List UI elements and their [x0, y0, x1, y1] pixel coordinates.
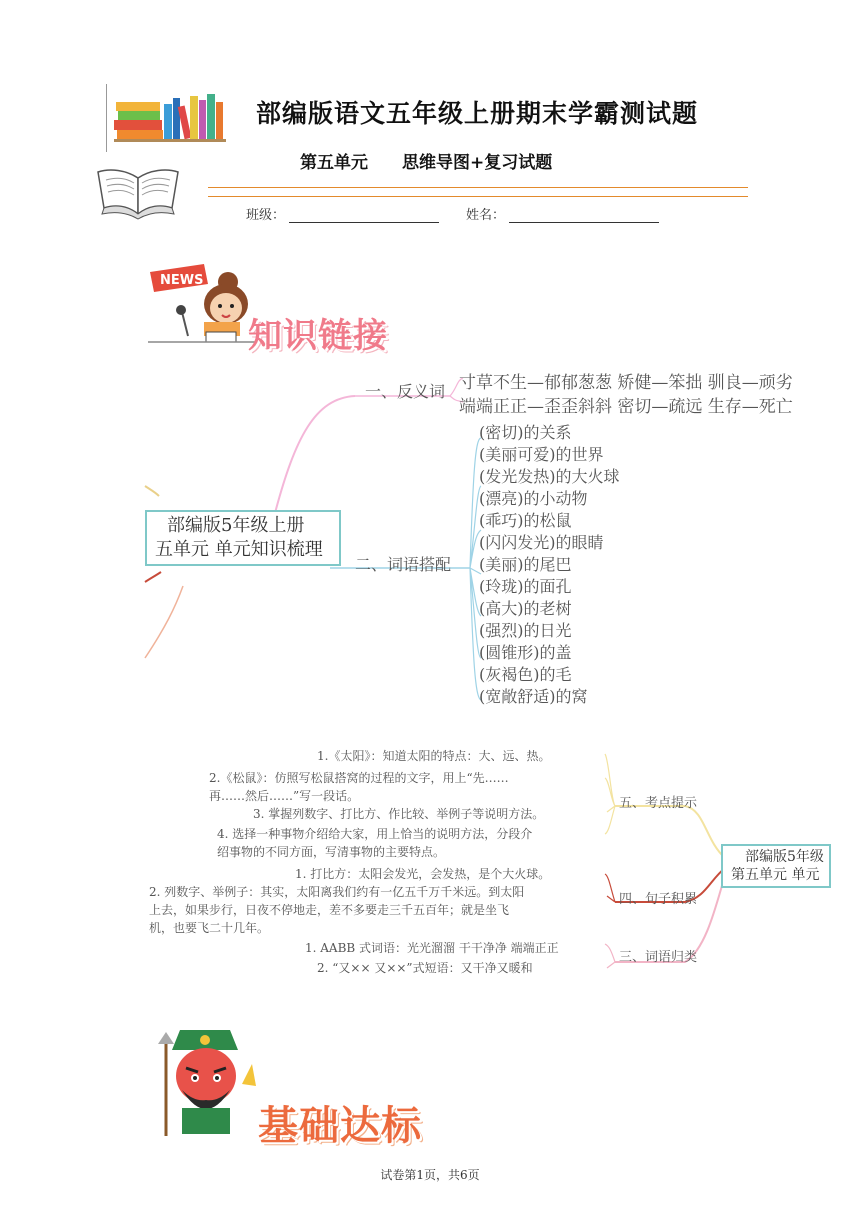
collocation-item: (强烈)的日光	[479, 621, 572, 640]
page-subtitle: 第五单元 思维导图+复习试题	[300, 153, 553, 173]
section-title-basics: 基础达标	[258, 1103, 422, 1149]
mindmap-2-center-line2: 第五单元 单元	[731, 867, 820, 883]
point-2b: 再……然后……”写一段话。	[209, 789, 360, 803]
header-rule-top	[208, 187, 748, 188]
collocation-item: (圆锥形)的盖	[479, 643, 572, 662]
collocation-item: (美丽可爱)的世界	[479, 445, 604, 464]
mindmap-1-center-line1: 部编版5年级上册	[167, 515, 305, 536]
collocation-item: (美丽)的尾巴	[479, 555, 572, 574]
collocation-item: (乖巧)的松鼠	[479, 511, 572, 530]
branch-exam-points: 五、考点提示	[619, 796, 698, 811]
mindmap-1-center-line2: 五单元 单元知识梳理	[155, 539, 323, 560]
sentence-2b: 上去，如果步行，日夜不停地走，差不多要走三千五百年；就是坐飞	[149, 903, 510, 917]
sentence-1: 1. 打比方：太阳会发光，会发热，是个大火球。	[295, 867, 551, 881]
news-badge-text: NEWS	[160, 273, 204, 288]
class-blank[interactable]	[289, 208, 439, 223]
point-1: 1.《太阳》：知道太阳的特点：大、远、热。	[317, 749, 551, 763]
word-type-2: 2. “又×× 又××”式短语：又干净又暖和	[317, 961, 533, 975]
page-footer: 试卷第1页，共6页	[380, 1168, 480, 1182]
section-title-knowledge: 知识链接	[248, 316, 388, 356]
name-blank[interactable]	[509, 208, 659, 223]
point-4b: 绍事物的不同方面，写清事物的主要特点。	[217, 845, 446, 859]
mindmap-2-center	[721, 844, 831, 888]
branch-word-types: 三、词语归类	[619, 950, 698, 965]
news-girl-illustration	[148, 262, 258, 344]
collocation-item: (高大)的老树	[479, 599, 572, 618]
antonym-line-1: 寸草不生—郁郁葱葱 矫健—笨拙 驯良—顽劣	[459, 373, 793, 393]
mindmap-1	[145, 358, 825, 718]
bookshelf-icon	[114, 88, 226, 142]
mindmap-2-center-line1: 部编版5年级	[745, 849, 824, 865]
branch-collocations: 二、词语搭配	[355, 555, 452, 574]
point-3: 3. 掌握列数字、打比方、作比较、举例子等说明方法。	[253, 807, 545, 821]
collocation-item: (发光发热)的大火球	[479, 467, 620, 486]
collocation-item: (灰褐色)的毛	[479, 665, 572, 684]
general-character-illustration	[152, 1024, 260, 1140]
class-label: 班级：	[246, 208, 286, 223]
point-2a: 2.《松鼠》：仿照写松鼠搭窝的过程的文字，用上“先……	[209, 771, 509, 785]
header-divider	[106, 84, 107, 152]
collocation-item: (漂亮)的小动物	[479, 489, 588, 508]
name-label: 姓名：	[466, 208, 506, 223]
collocation-item: (闪闪发光)的眼睛	[479, 533, 604, 552]
sentence-2c: 机，也要飞二十几年。	[149, 921, 270, 935]
word-type-1: 1. AABB 式词语：光光溜溜 干干净净 端端正正	[305, 941, 559, 955]
class-field[interactable]	[246, 204, 439, 223]
page-title: 部编版语文五年级上册期末学霸测试题	[256, 99, 699, 128]
mindmap-1-center	[145, 510, 341, 566]
header-rule-bottom	[208, 196, 748, 197]
antonym-line-2: 端端正正—歪歪斜斜 密切—疏远 生存—死亡	[459, 397, 793, 417]
point-4a: 4. 选择一种事物介绍给大家，用上恰当的说明方法，分段介	[217, 827, 533, 841]
name-field[interactable]	[466, 204, 659, 223]
collocation-item: (密切)的关系	[479, 423, 572, 442]
branch-sentences: 四、句子积累	[619, 892, 698, 907]
sentence-2a: 2. 列数字、举例子：其实，太阳离我们约有一亿五千万千米远。到太阳	[149, 885, 525, 899]
collocation-item: (宽敞舒适)的窝	[479, 687, 588, 706]
open-book-icon	[94, 164, 182, 220]
branch-antonyms: 一、反义词	[365, 382, 446, 401]
mindmap-2	[145, 740, 827, 990]
collocation-item: (玲珑)的面孔	[479, 577, 572, 596]
